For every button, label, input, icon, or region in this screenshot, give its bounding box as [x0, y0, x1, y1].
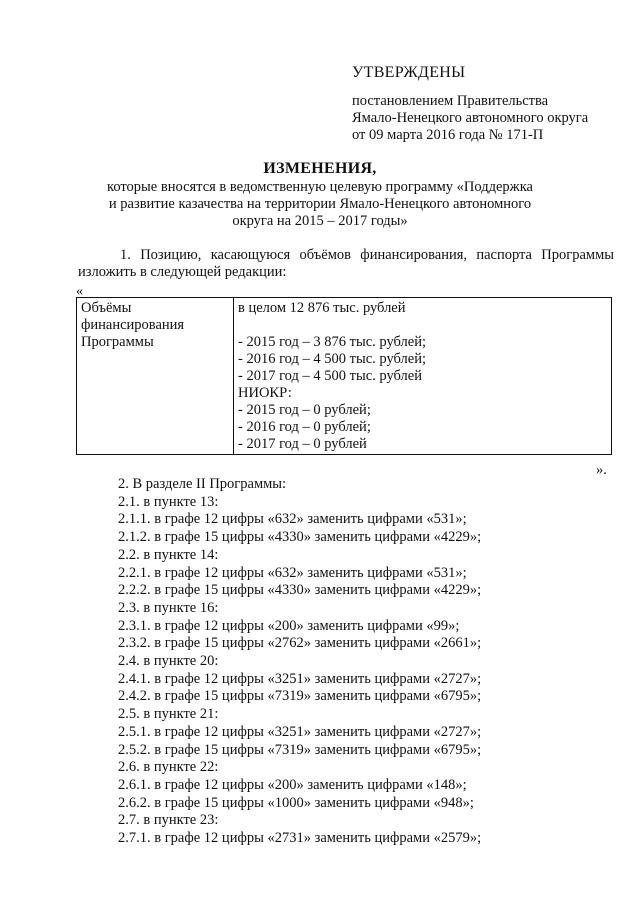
niokr-year-line: - 2016 год – 0 рублей; [238, 419, 371, 435]
list-item: 2.6.2. в графе 15 цифры «1000» заменить цифрами «948»; [118, 794, 474, 811]
financing-year-line: - 2016 год – 4 500 тыс. рублей; [238, 351, 426, 367]
quote-open-mark: « [76, 284, 83, 299]
niokr-year-line: - 2017 год – 0 рублей [238, 436, 367, 452]
list-item: 2.2.1. в графе 12 цифры «632» заменить цифрами «531»; [118, 564, 467, 581]
table-row [77, 298, 612, 455]
list-item: 2.1.1. в графе 12 цифры «632» заменить цифрами «531»; [118, 511, 467, 528]
list-item: 2.5.1. в графе 12 цифры «3251» заменить цифрами «2727»; [118, 723, 482, 740]
financing-label-cell [77, 298, 234, 455]
financing-total: в целом 12 876 тыс. рублей [238, 300, 406, 316]
list-item: 2.2. в пункте 14: [118, 546, 219, 563]
list-item: 2.6.1. в графе 12 цифры «200» заменить цифрами «148»; [118, 776, 467, 793]
quote-close-mark: ». [596, 462, 607, 478]
approval-line: постановлением Правительства [352, 93, 549, 109]
financing-table [76, 297, 612, 455]
list-item: 2.3.2. в графе 15 цифры «2762» заменить цифрами «2661»; [118, 635, 482, 652]
paragraph-1: 1. Позицию, касающуюся объёмов финансирования, паспорта Программы изложить в следующей редакции: [78, 247, 614, 280]
approval-block [352, 64, 588, 144]
label-line: Программы [81, 334, 154, 350]
list-item: 2.3. в пункте 16: [118, 599, 219, 616]
niokr-year-line: - 2015 год – 0 рублей; [238, 402, 371, 418]
section-2-list [118, 476, 481, 848]
subtitle-line: округа на 2015 – 2017 годы» [232, 213, 408, 229]
financing-year-line: - 2017 год – 4 500 тыс. рублей [238, 368, 422, 384]
list-item: 2.2.2. в графе 15 цифры «4330» заменить цифрами «4229»; [118, 582, 482, 599]
list-item: 2.4.2. в графе 15 цифры «7319» заменить цифрами «6795»; [118, 688, 482, 705]
list-item: 2.7.1. в графе 12 цифры «2731» заменить цифрами «2579»; [118, 830, 482, 847]
list-item: 2.6. в пункте 22: [118, 759, 219, 776]
subtitle-line: и развитие казачества на территории Ямало-Ненецкого автономного [108, 196, 532, 212]
approval-line: от 09 марта 2016 года № 171-П [352, 127, 544, 143]
document-subtitle [100, 179, 540, 230]
financing-values-cell [234, 298, 612, 455]
approval-line: Ямало-Ненецкого автономного округа [352, 110, 589, 126]
label-line: Объёмы [81, 300, 132, 316]
document-title: ИЗМЕНЕНИЯ, [263, 160, 377, 177]
list-item: 2.5.2. в графе 15 цифры «7319» заменить цифрами «6795»; [118, 741, 482, 758]
list-item: 2. В разделе II Программы: [118, 476, 287, 492]
label-line: финансирования [81, 317, 185, 333]
list-item: 2.3.1. в графе 12 цифры «200» заменить цифрами «99»; [118, 617, 460, 634]
list-item: 2.5. в пункте 21: [118, 706, 219, 723]
financing-year-line: - 2015 год – 3 876 тыс. рублей; [238, 334, 426, 350]
list-item: 2.1.2. в графе 15 цифры «4330» заменить цифрами «4229»; [118, 529, 482, 546]
niokr-label: НИОКР: [238, 385, 292, 401]
list-item: 2.1. в пункте 13: [118, 493, 219, 510]
approval-heading: УТВЕРЖДЕНЫ [352, 64, 466, 81]
list-item: 2.4. в пункте 20: [118, 653, 219, 670]
subtitle-line: которые вносятся в ведомственную целевую программу «Поддержка [107, 179, 533, 195]
list-item: 2.7. в пункте 23: [118, 812, 219, 829]
list-item: 2.4.1. в графе 12 цифры «3251» заменить цифрами «2727»; [118, 670, 482, 687]
